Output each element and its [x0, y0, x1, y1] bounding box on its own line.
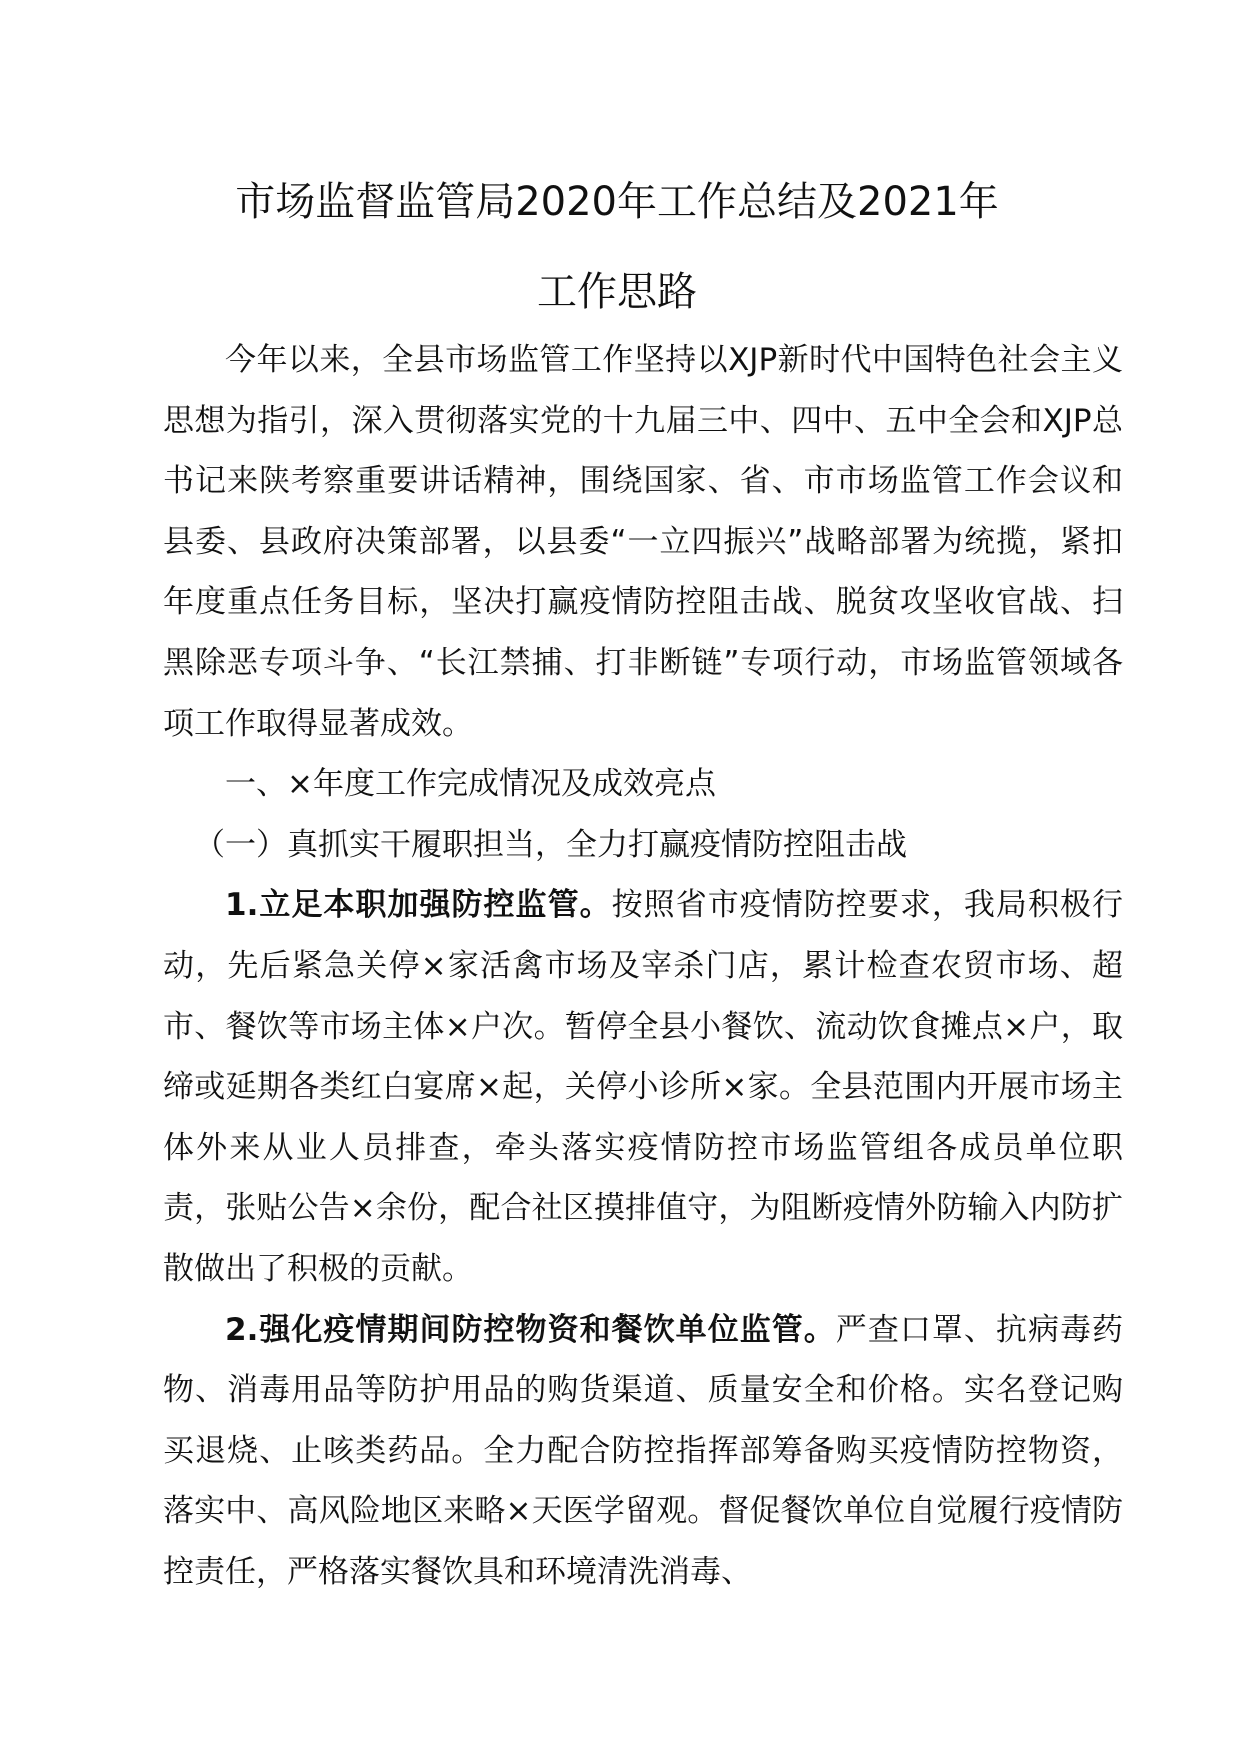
document-body: [163, 330, 1123, 1602]
item-lead-1: 1.立足本职加强防控监管。: [225, 887, 612, 924]
item-text-1: 按照省市疫情防控要求，我局积极行动，先后紧急关停×家活禽市场及宰杀门店，累计检查农贸市场、超市、餐饮等市场主体×户次。暂停全县小餐饮、流动饮食摊点×户，取缔或延期各类红白宴席×起，关停小诊所×家。全县范围内开展市场主体外来从业人员排查，牵头落实疫情防控市场监管组各成员单位职责，张贴公告×余份，配合社区摸排值守，为阻断疫情外防输入内防扩散做出了积极的贡献。: [163, 887, 1123, 1287]
document-title-line2: 工作思路: [537, 269, 697, 315]
intro-paragraph: 今年以来，全县市场监管工作坚持以XJP新时代中国特色社会主义思想为指引，深入贯彻落实党的十九届三中、四中、五中全会和XJP总书记来陕考察重要讲话精神，围绕国家、省、市市场监管工作会议和县委、县政府决策部署，以县委“一立四振兴”战略部署为统揽，紧扣年度重点任务目标，坚决打赢疫情防控阻击战、脱贫攻坚收官战、扫黑除恶专项斗争、“长江禁捕、打非断链”专项行动，市场监管领域各项工作取得显著成效。: [163, 342, 1123, 742]
subsection-heading: （一）真抓实干履职担当，全力打赢疫情防控阻击战: [194, 826, 907, 863]
item-text-2: 严查口罩、抗病毒药物、消毒用品等防护用品的购货渠道、质量安全和价格。实名登记购买退烧、止咳类药品。全力配合防控指挥部筹备购买疫情防控物资，落实中、高风险地区来略×天医学留观。督促餐饮单位自觉履行疫情防控责任，严格落实餐饮具和环境清洗消毒、: [163, 1311, 1123, 1590]
section-heading: 一、×年度工作完成情况及成效亮点: [225, 766, 716, 803]
item-paragraph-1: [163, 875, 1123, 1299]
item-lead-2: 2.强化疫情期间防控物资和餐饮单位监管。: [225, 1311, 836, 1348]
item-paragraph-2: [163, 1300, 1123, 1603]
document-title-line1: 市场监督监管局2020年工作总结及2021年: [235, 179, 999, 225]
